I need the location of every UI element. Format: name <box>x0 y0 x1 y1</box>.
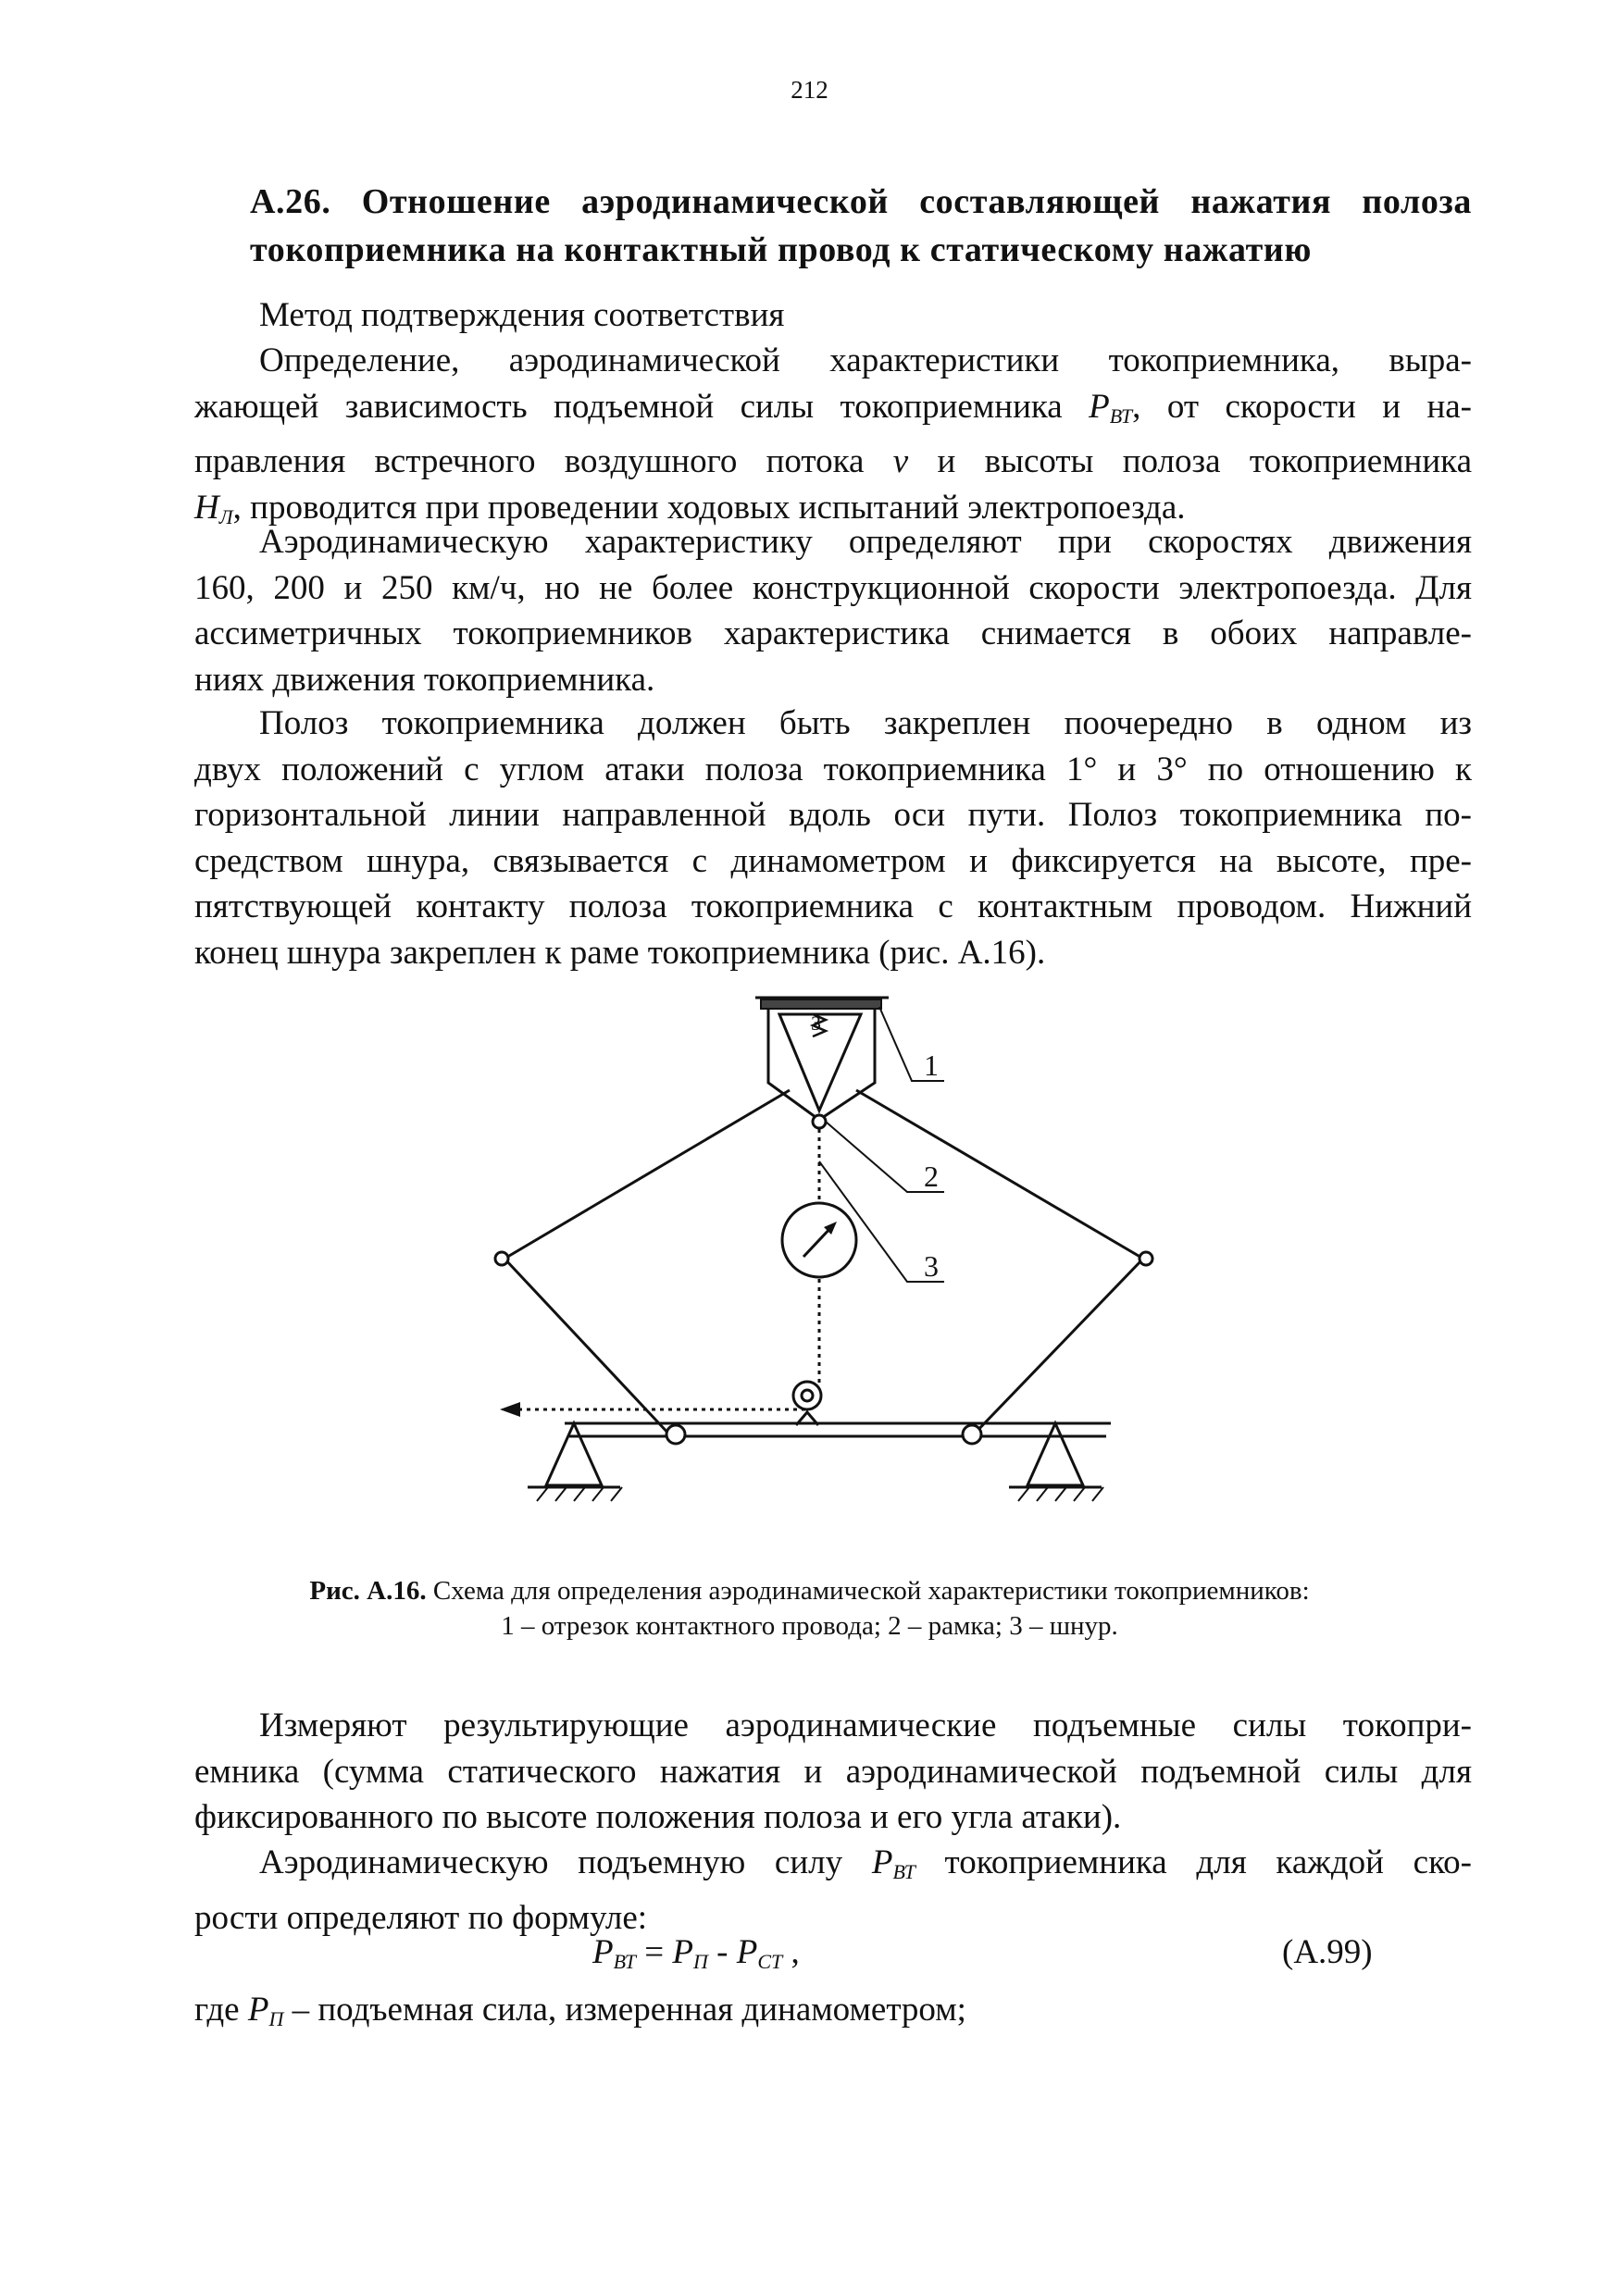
symbol-subscript: СТ <box>757 1950 783 1973</box>
symbol-letter: P <box>871 1843 893 1881</box>
symbol-subscript: ВТ <box>613 1950 637 1973</box>
polo-paragraph <box>194 701 1472 975</box>
heading-line-1: А.26. Отношение аэродинамической составляющей нажатия полоза <box>250 182 1472 221</box>
polo-line-2: двух положений с углом атаки полоза токоприемника 1° и 3° по отношению к <box>194 750 1472 788</box>
caption-line-1 <box>0 1573 1619 1608</box>
section-heading <box>250 178 1472 274</box>
joint-frame-bottom <box>813 1115 826 1128</box>
callout-3: 3 <box>924 1249 939 1283</box>
winch-pulley <box>793 1382 821 1409</box>
pantograph-diagram <box>481 981 1166 1527</box>
lift-paragraph <box>194 1840 1472 1941</box>
text-run: , от скорости и на- <box>1132 387 1472 426</box>
symbol-subscript: ВТ <box>892 1860 915 1883</box>
aero-line-3: ассиметричных токоприемников характеристика снимается в обоих направле- <box>194 614 1472 652</box>
text-run: , проводится при проведении ходовых испытаний электропоезда. <box>232 488 1186 527</box>
text-run: и высоты полоза токоприемника <box>908 442 1472 480</box>
symbol-letter: P <box>592 1933 614 1971</box>
polo-line-3: горизонтальной линии направленной вдоль оси пути. Полоз токоприемника по- <box>194 796 1472 834</box>
text-run: токоприемника для каждой ско- <box>915 1843 1472 1881</box>
text-run: жающей зависимость подъемной силы токоприемника <box>194 387 1090 426</box>
definition-paragraph <box>194 338 1472 540</box>
where-text: – подъемная сила, измеренная динамометром; <box>283 1991 966 2029</box>
method-label: Метод подтверждения соответствия <box>259 296 785 334</box>
symbol-subscript: П <box>693 1950 708 1973</box>
formula-equals: = <box>636 1933 673 1971</box>
contact-wire-segment <box>761 999 881 1009</box>
aero-line-2: 160, 200 и 250 км/ч, но не более конструкционной скорости электропоезда. Для <box>194 568 1472 607</box>
symbol-p-p <box>248 1991 284 2029</box>
symbol-letter: P <box>736 1933 758 1971</box>
joint-base-left <box>666 1425 685 1444</box>
formula-a99 <box>592 1932 800 1974</box>
formula-tail: , <box>782 1933 800 1971</box>
polo-line-4: средством шнура, связывается с динамометром и фиксируется на высоте, пре- <box>194 841 1472 880</box>
upper-arm-left <box>504 1090 790 1259</box>
method-label-paragraph <box>194 292 1472 339</box>
polo-line-5: пятствующей контакту полоза токоприемника с контактным проводом. Нижний <box>194 887 1472 925</box>
lift-line-2: рости определяют по формуле: <box>194 1898 648 1937</box>
symbol-letter: H <box>194 488 219 527</box>
definition-line-2 <box>194 384 1472 440</box>
definition-line-3 <box>194 439 1472 485</box>
symbol-letter: P <box>1089 387 1110 426</box>
definition-line-1: Определение, аэродинамической характеристики токоприемника, выра- <box>259 341 1472 379</box>
measure-line-1: Измеряют результирующие аэродинамические подъемные силы токопри- <box>259 1706 1472 1744</box>
figure-caption <box>0 1573 1619 1644</box>
symbol-v: v <box>892 442 909 480</box>
aero-line-4: ниях движения токоприемника. <box>194 660 655 699</box>
spring-mark: 3 <box>811 1011 821 1035</box>
joint-right-knee <box>1140 1252 1152 1265</box>
polo-line-6: конец шнура закреплен к раме токоприемника (рис. А.16). <box>194 933 1046 972</box>
page-number: 212 <box>791 76 828 104</box>
symbol-p-vt <box>872 1843 915 1881</box>
polo-line-1: Полоз токоприемника должен быть закреплен поочередно в одном из <box>259 704 1472 742</box>
joint-left-knee <box>495 1252 508 1265</box>
symbol-subscript: П <box>268 2007 284 2030</box>
caption-line-2: 1 – отрезок контактного провода; 2 – рамка; 3 – шнур. <box>501 1611 1118 1641</box>
text-run: Аэродинамическую подъемную силу <box>259 1843 872 1881</box>
where-clause <box>194 1990 966 2031</box>
ground-right-hatch <box>1018 1487 1103 1501</box>
symbol-letter: P <box>247 1991 269 2029</box>
support-left <box>546 1423 602 1485</box>
callout-1: 1 <box>924 1049 939 1082</box>
symbol-letter: P <box>672 1933 694 1971</box>
text-run: правления встречного воздушного потока <box>194 442 893 480</box>
caption-label: Рис. А.16. <box>309 1576 427 1606</box>
symbol-p-vt <box>1089 388 1132 426</box>
support-right <box>1027 1423 1083 1485</box>
upper-arm-right <box>856 1090 1143 1259</box>
measure-line-2: емника (сумма статического нажатия и аэродинамической подъемной силы для <box>194 1752 1472 1791</box>
measure-line-3: фиксированного по высоте положения полоза и его угла атаки). <box>194 1798 1122 1836</box>
heading-line-2: токоприемника на контактный провод к статическому нажатию <box>250 230 1313 269</box>
aero-paragraph <box>194 519 1472 702</box>
symbol-subscript: ВТ <box>1109 403 1133 428</box>
arrow-left-icon <box>500 1402 520 1417</box>
formula-term-2 <box>737 1933 783 1971</box>
formula-minus: - <box>707 1933 737 1971</box>
symbol-subscript: Л <box>218 504 233 528</box>
joint-base-right <box>963 1425 981 1444</box>
aero-line-1: Аэродинамическую характеристику определяют при скоростях движения <box>259 523 1472 561</box>
formula-lhs <box>592 1933 636 1971</box>
where-prefix: где <box>194 1991 248 2029</box>
equation-number: (А.99) <box>1282 1933 1373 1971</box>
caption-text: Схема для определения аэродинамической характеристики токоприемников: <box>426 1576 1310 1606</box>
lower-arm-right <box>972 1259 1143 1436</box>
measure-paragraph <box>194 1703 1472 1841</box>
callout-2: 2 <box>924 1160 939 1193</box>
formula-term-1 <box>672 1933 708 1971</box>
lift-line-1 <box>194 1840 1472 1895</box>
ground-left-hatch <box>537 1487 622 1501</box>
